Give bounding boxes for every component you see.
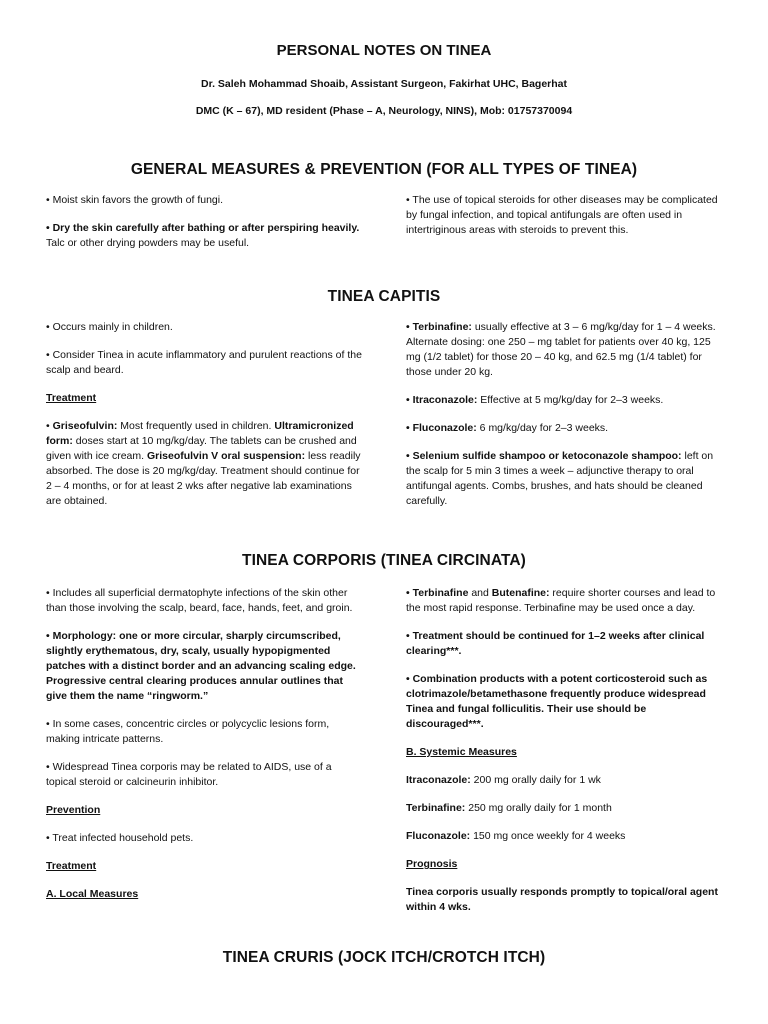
capitis-para-itraconazole	[406, 393, 726, 408]
corporis-para-morphology: • Morphology: one or more circular, sharply circumscribed, slightly erythematous, dry, scaly, usually hypopigmented patches with a distinct border and an advancing scaling edge. Progressive central clearing produces annular outlines that give them the name “ringworm.”	[46, 630, 356, 702]
capitis-right-column	[406, 320, 726, 522]
author-line: Dr. Saleh Mohammad Shoaib, Assistant Surgeon, Fakirhat UHC, Bagerhat	[200, 78, 568, 90]
corporis-terb-and: and	[468, 587, 492, 599]
general-para-steroids: • The use of topical steroids for other diseases may be complicated by fungal infection, and topical antifungals are often used in intertriginous areas with steroids to prevent this.	[406, 194, 718, 236]
corporis-local-label	[46, 887, 364, 902]
capitis-left-column	[46, 320, 364, 522]
capitis-gris-v-bold: Griseofulvin V oral suspension:	[146, 450, 306, 462]
capitis-para-shampoo	[406, 449, 726, 509]
general-para-dry	[46, 221, 364, 251]
corporis-systemic-label	[406, 745, 726, 760]
corporis-treatment-label	[46, 859, 364, 874]
corporis-para-includes: • Includes all superficial dermatophyte infections of the skin other than those involving the scalp, beard, face, hands, feet, and groin.	[46, 587, 353, 614]
section-heading-cruris: TINEA CRURIS (JOCK ITCH/CROTCH ITCH)	[222, 949, 546, 966]
corporis-prognosis-heading: Prognosis	[406, 858, 458, 870]
corporis-itra-bold: Itraconazole:	[406, 774, 471, 786]
section-heading-capitis: TINEA CAPITIS	[327, 288, 441, 305]
general-right-column	[406, 193, 726, 251]
capitis-sel-bold: • Selenium sulfide shampoo or ketoconazole shampoo:	[406, 450, 682, 462]
general-left-column	[46, 193, 364, 264]
capitis-itra-bold: • Itraconazole:	[406, 394, 478, 406]
corporis-itra-text: 200 mg orally daily for 1 wk	[470, 774, 601, 786]
corporis-para-aids: • Widespread Tinea corporis may be related to AIDS, use of a topical steroid or calcineurin inhibitor.	[46, 761, 332, 788]
capitis-para-griseofulvin	[46, 419, 364, 509]
corporis-treatment-heading: Treatment	[46, 860, 97, 872]
general-dry-text: Talc or other drying powders may be useful.	[46, 237, 250, 249]
capitis-fluc-bold: • Fluconazole:	[406, 422, 477, 434]
capitis-gris-bold: Griseofulvin:	[52, 420, 118, 432]
capitis-gris-text3: less readily absorbed. The dose is 20 mg/kg/day. Treatment should continue for 2 – 4 months, or for at least 2 wks after negative lab examinations are obtained.	[46, 450, 361, 507]
corporis-para-concentric: • In some cases, concentric circles or polycyclic lesions form, making intricate patterns.	[46, 718, 330, 745]
page-title: PERSONAL NOTES ON TINEA	[276, 42, 492, 59]
corporis-fluc-text: 150 mg once weekly for 4 weeks	[470, 830, 626, 842]
corporis-terb2-bold: Terbinafine:	[406, 802, 466, 814]
corporis-prevention-label	[46, 803, 364, 818]
capitis-itra-text: Effective at 5 mg/kg/day for 2–3 weeks.	[477, 394, 664, 406]
corporis-para-pets: • Treat infected household pets.	[46, 832, 194, 844]
corporis-prognosis-label	[406, 857, 726, 872]
capitis-terb-text: usually effective at 3 – 6 mg/kg/day for 1 – 4 weeks. Alternate dosing: one 250 – mg tablet for patients over 40 kg, 125 mg (1/2 tablet) for those 20 – 40 kg, and 62.5 mg (1/4 tablet) for those under 20 kg.	[406, 321, 716, 378]
capitis-para-terbinafine	[406, 320, 726, 380]
corporis-para-terbinafine-systemic	[406, 801, 726, 816]
corporis-right-column	[406, 586, 726, 928]
corporis-terb-bold: • Terbinafine	[406, 587, 469, 599]
credentials-line: DMC (K – 67), MD resident (Phase – A, Neurology, NINS), Mob: 01757370094	[195, 105, 573, 117]
general-dry-bold: • Dry the skin carefully after bathing or after perspiring heavily.	[46, 222, 360, 234]
capitis-gris-text2: doses start at 10 mg/kg/day. The tablets can be crushed and given with ice cream.	[46, 435, 357, 462]
general-para-moist: • Moist skin favors the growth of fungi.	[46, 194, 224, 206]
corporis-terb-text: require shorter courses and lead to the most rapid response. Terbinafine may be used once a day.	[406, 587, 716, 614]
corporis-left-column	[46, 586, 364, 915]
capitis-para-children: • Occurs mainly in children.	[46, 321, 173, 333]
section-heading-general: GENERAL MEASURES & PREVENTION (FOR ALL TYPES OF TINEA)	[130, 161, 638, 178]
corporis-para-prognosis: Tinea corporis usually responds promptly to topical/oral agent within 4 wks.	[406, 886, 718, 913]
corporis-prevention-heading: Prevention	[46, 804, 101, 816]
corporis-para-continued: • Treatment should be continued for 1–2 weeks after clinical clearing***.	[406, 630, 705, 657]
corporis-fluc-bold: Fluconazole:	[406, 830, 471, 842]
corporis-terb2-text: 250 mg orally daily for 1 month	[465, 802, 612, 814]
corporis-para-fluconazole	[406, 829, 726, 844]
corporis-para-terbinafine	[406, 586, 726, 616]
section-heading-corporis: TINEA CORPORIS (TINEA CIRCINATA)	[242, 552, 526, 569]
capitis-gris-bullet: •	[46, 420, 53, 432]
capitis-treatment-heading: Treatment	[46, 392, 97, 404]
capitis-treatment-label	[46, 391, 364, 406]
capitis-para-consider: • Consider Tinea in acute inflammatory and purulent reactions of the scalp and beard.	[46, 349, 362, 376]
capitis-terb-bold: • Terbinafine:	[406, 321, 472, 333]
capitis-fluc-text: 6 mg/kg/day for 2–3 weeks.	[476, 422, 609, 434]
capitis-ultra-bold: Ultramicronized form:	[46, 420, 354, 447]
capitis-para-fluconazole	[406, 421, 726, 436]
corporis-local-heading: A. Local Measures	[46, 888, 139, 900]
corporis-para-itraconazole	[406, 773, 726, 788]
capitis-sel-text: left on the scalp for 5 min 3 times a week – adjunctive therapy to oral antifungal agents. Combs, brushes, and hats should be cleaned carefully.	[406, 450, 714, 507]
corporis-but-bold: Butenafine:	[491, 587, 550, 599]
capitis-gris-text1: Most frequently used in children.	[117, 420, 275, 432]
corporis-para-combination: • Combination products with a potent corticosteroid such as clotrimazole/betamethasone frequently produce widespread Tinea and fungal folliculitis. Their use should be discouraged***.	[406, 673, 708, 730]
corporis-systemic-heading: B. Systemic Measures	[406, 746, 517, 758]
